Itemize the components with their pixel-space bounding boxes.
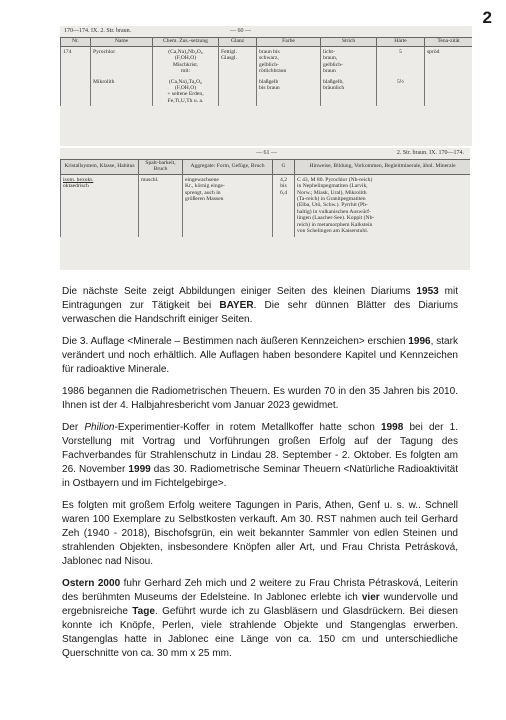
cell-farbe (257, 46, 321, 76)
text-run: , stark verändert und noch erhältlich. Alle Auflagen haben besondere Kapitel und Kennzeichen für radioaktive Minerale. (62, 336, 458, 375)
column-header: Hinweise, Bildung, Vorkommen, Begleitminerale, ähnl. Minerale (295, 160, 471, 175)
table-header-row (61, 160, 471, 175)
text-run: . Die sehr dünnen Blätter des Diariums verwaschen die Handschrift einiger Seiten. (62, 300, 458, 325)
column-header: Farbe (257, 38, 321, 47)
cell-line: bis (280, 183, 287, 190)
table-row (61, 77, 473, 107)
text-run: Der (62, 422, 85, 433)
text-run: fuhr Gerhard Zeh mich und 2 weitere zu Frau Christa Pétrasková, Leiterin des berühmten Museums der Edelsteine. In Jablonec erlebte ich (62, 578, 458, 603)
cell-line: oktaedrisch (63, 183, 89, 190)
cell-line: (Ta-reich) in Granitpegmatiten (297, 195, 366, 202)
cell-strich (321, 46, 377, 76)
bold-text: 1996 (408, 336, 431, 347)
text-run: Die 3. Auflage <Minerale – Bestimmen nach äußeren Kennzeichen> erschien (62, 336, 409, 347)
bold-text: 1999 (128, 464, 151, 475)
paragraph (62, 335, 458, 377)
cell-hinweise (295, 174, 471, 236)
cell-farbe (257, 77, 321, 107)
cell-line: Glasgl. (221, 55, 238, 62)
cell-line: rötlichbraun (259, 68, 287, 75)
cell-line: braun (323, 68, 336, 75)
cell-line: licht- (323, 48, 335, 55)
column-header: Name (91, 38, 153, 47)
cell-line: Fe,Ti,U,Th u. a. (167, 97, 204, 104)
column-header: Tena-zität (425, 38, 473, 47)
cell-line: 6,4 (280, 189, 287, 196)
cell-tenazitaet (425, 77, 473, 107)
text-run: 1986 begannen die Radiometrischen Theuern. Es wurden 70 in den 35 Jahren bis 2010. Ihnen ist der 4. Halbjahresbericht vom Januar 2023 gewidmet. (62, 386, 458, 411)
text-run: wundervolle und ergebnisreiche (62, 592, 458, 617)
table-row (61, 46, 473, 76)
bold-text: BAYER (219, 300, 254, 311)
column-header: Kristallsystem, Klasse, Habitus (61, 160, 139, 175)
cell-name: Pyrochlor (91, 46, 153, 76)
cell-line: muschl. (141, 176, 159, 183)
cell-chem (153, 46, 219, 76)
cell-line: (Ca,Na)₂Nb₂O₆ (168, 48, 203, 55)
scanned-table-page-60 (60, 26, 472, 146)
cell-glanz (219, 77, 257, 107)
text-run: -Experimentier-Koffer in rotem Metallkoffer hatte schon (114, 422, 381, 433)
cell-line: schwarz, (259, 55, 279, 62)
cell-strich (321, 77, 377, 107)
paragraph (62, 499, 458, 569)
column-header: Nr. (61, 38, 91, 47)
cell-line: braun, (323, 55, 338, 62)
cell-line: eingewachsene (185, 176, 219, 183)
cell-line: bräunlich (323, 84, 345, 91)
cell-line: Kr., körnig einge- (185, 183, 225, 190)
bold-text: 1953 (416, 286, 439, 297)
scan-header (60, 26, 472, 37)
mineral-table-left (60, 37, 472, 106)
column-header: Chem. Zus.-setzung (153, 38, 219, 47)
text-run: bei der 1. Vorstellung mit Vortrag und Vorführungen großen Erfolg auf der Tagung des Fachverbandes für Strahlenschutz in Lindau 28. September - 2. Oktober. Es folgten am 26. November (62, 422, 458, 475)
cell-line: isom. hexokt. (63, 176, 94, 183)
text-run: Es folgten mit großem Erfolg weitere Tagungen in Paris, Athen, Genf u. s. w.. Schnell waren 100 Exemplare zu Selbstkosten verkauft. Am 30. RST nahmen auch teil Gerhard Zeh (1940 - 2018), Bischofsgrün, ein weit bekannter Sammler von edlen Steinen und strahlenden Objekten, insbesondere Knöpfen aller Art, und Frau Christa Petrásková, Jablonec nad Nisou. (62, 500, 458, 567)
cell-spalt (139, 174, 183, 236)
cell-line: Mischkrist. (172, 61, 199, 68)
cell-name: Mikrolith (91, 77, 153, 107)
cell-line: Fettigl. (221, 48, 238, 55)
cell-line: C 43, M 80. Pyrochlor (Nb-reich) (297, 176, 373, 183)
cell-line: sprengt, auch in (185, 189, 221, 196)
scan-header-right: 2. Str. braun. IX. 170—174. (396, 150, 464, 156)
text-run: das 30. Radiometrische Seminar Theuern <Natürliche Radioaktivität in Ostbayern und im Fichtelgebirge>. (62, 464, 459, 489)
scanned-table-page-61 (60, 148, 470, 270)
text-run: mit Eintragungen zur Tätigkeit bei (62, 286, 458, 311)
bold-text: Tage (132, 606, 155, 617)
scan-header-center: — 60 — (230, 28, 251, 34)
cell-line: (Elba, Utö, Schw.). Pyrrhit (Pb- (297, 202, 368, 209)
cell-line: in Nephelinpegmatiten (Larvik, (297, 183, 368, 190)
column-header: Aggregate: Form, Gefüge, Bruch (183, 160, 273, 175)
column-header: Strich (321, 38, 377, 47)
bold-text: 1998 (380, 422, 404, 433)
bold-text: vier (361, 592, 380, 603)
paragraph (62, 285, 458, 327)
cell-haerte: 5 (377, 46, 425, 76)
cell-line: haltig) in vulkanischen Auswürf- (297, 208, 371, 215)
cell-line: gelblich- (259, 61, 279, 68)
cell-line: gelblich- (323, 61, 343, 68)
paragraph (62, 577, 458, 661)
body-text (62, 285, 458, 669)
cell-line: bis braun (259, 84, 280, 91)
table-header-row (61, 38, 473, 47)
cell-line: blaßgelb, (323, 78, 344, 85)
scan-header-left: 170—174. IX. 2. Str. braun. (64, 28, 132, 34)
text-run: Die nächste Seite zeigt Abbildungen einiger Seiten des kleinen Diariums (62, 286, 417, 297)
cell-aggregate (183, 174, 273, 236)
cell-line: reich) in metamorphem Kalkstein (297, 221, 373, 228)
cell-line: (Ca,Na)₂Ta₂O₆ (168, 78, 203, 85)
cell-glanz (219, 46, 257, 76)
cell-line: braun bis (259, 48, 280, 55)
table-row (61, 174, 471, 236)
cell-nr: 174 (61, 46, 91, 76)
column-header: Glanz (219, 38, 257, 47)
paragraph (62, 385, 458, 413)
cell-haerte: 5½ (377, 77, 425, 107)
cell-g (273, 174, 295, 236)
cell-line: (F,OH,O) (174, 84, 197, 91)
cell-tenazitaet: spröd (425, 46, 473, 76)
cell-line: mit: (180, 68, 190, 75)
italic-text: Philion (84, 422, 115, 433)
cell-kristall (61, 174, 139, 236)
text-run: . Geführt wurde ich zu Glasbläsern und Glasdrückern. Bei diesen konnte ich Knöpfe, Perlen, viele strahlende Objekte und Stangenglas erwerben. Stangenglas hatte in Jablonec eine Länge von ca. 150 cm und unterschiedliche Querschnitte von ca. 30 mm x 25 mm. (62, 606, 458, 659)
page-number: 2 (482, 8, 492, 27)
mineral-table-right (60, 159, 470, 237)
column-header: Spalt-barkeit, Bruch (139, 160, 183, 175)
cell-line: von Schelingen am Kaiserstuhl. (297, 228, 369, 235)
column-header: G (273, 160, 295, 175)
cell-nr (61, 77, 91, 107)
cell-line: + seltene Erden, (167, 91, 204, 98)
bold-text: Ostern 2000 (62, 578, 121, 589)
cell-line: (F,OH,O) (174, 55, 197, 62)
scan-header-center: — 61 — (256, 150, 277, 156)
cell-line: lingen (Laacher-See). Koppit (Nb- (297, 215, 375, 222)
paragraph (62, 421, 458, 491)
cell-line: 4,2 (280, 176, 287, 183)
cell-line: größeren Massen (185, 195, 224, 202)
cell-line: blaßgelb (259, 78, 279, 85)
column-header: Härte (377, 38, 425, 47)
scan-header (60, 148, 470, 159)
cell-chem (153, 77, 219, 107)
cell-line: Norw.; Miask, Ural), Mikrolith (297, 189, 367, 196)
